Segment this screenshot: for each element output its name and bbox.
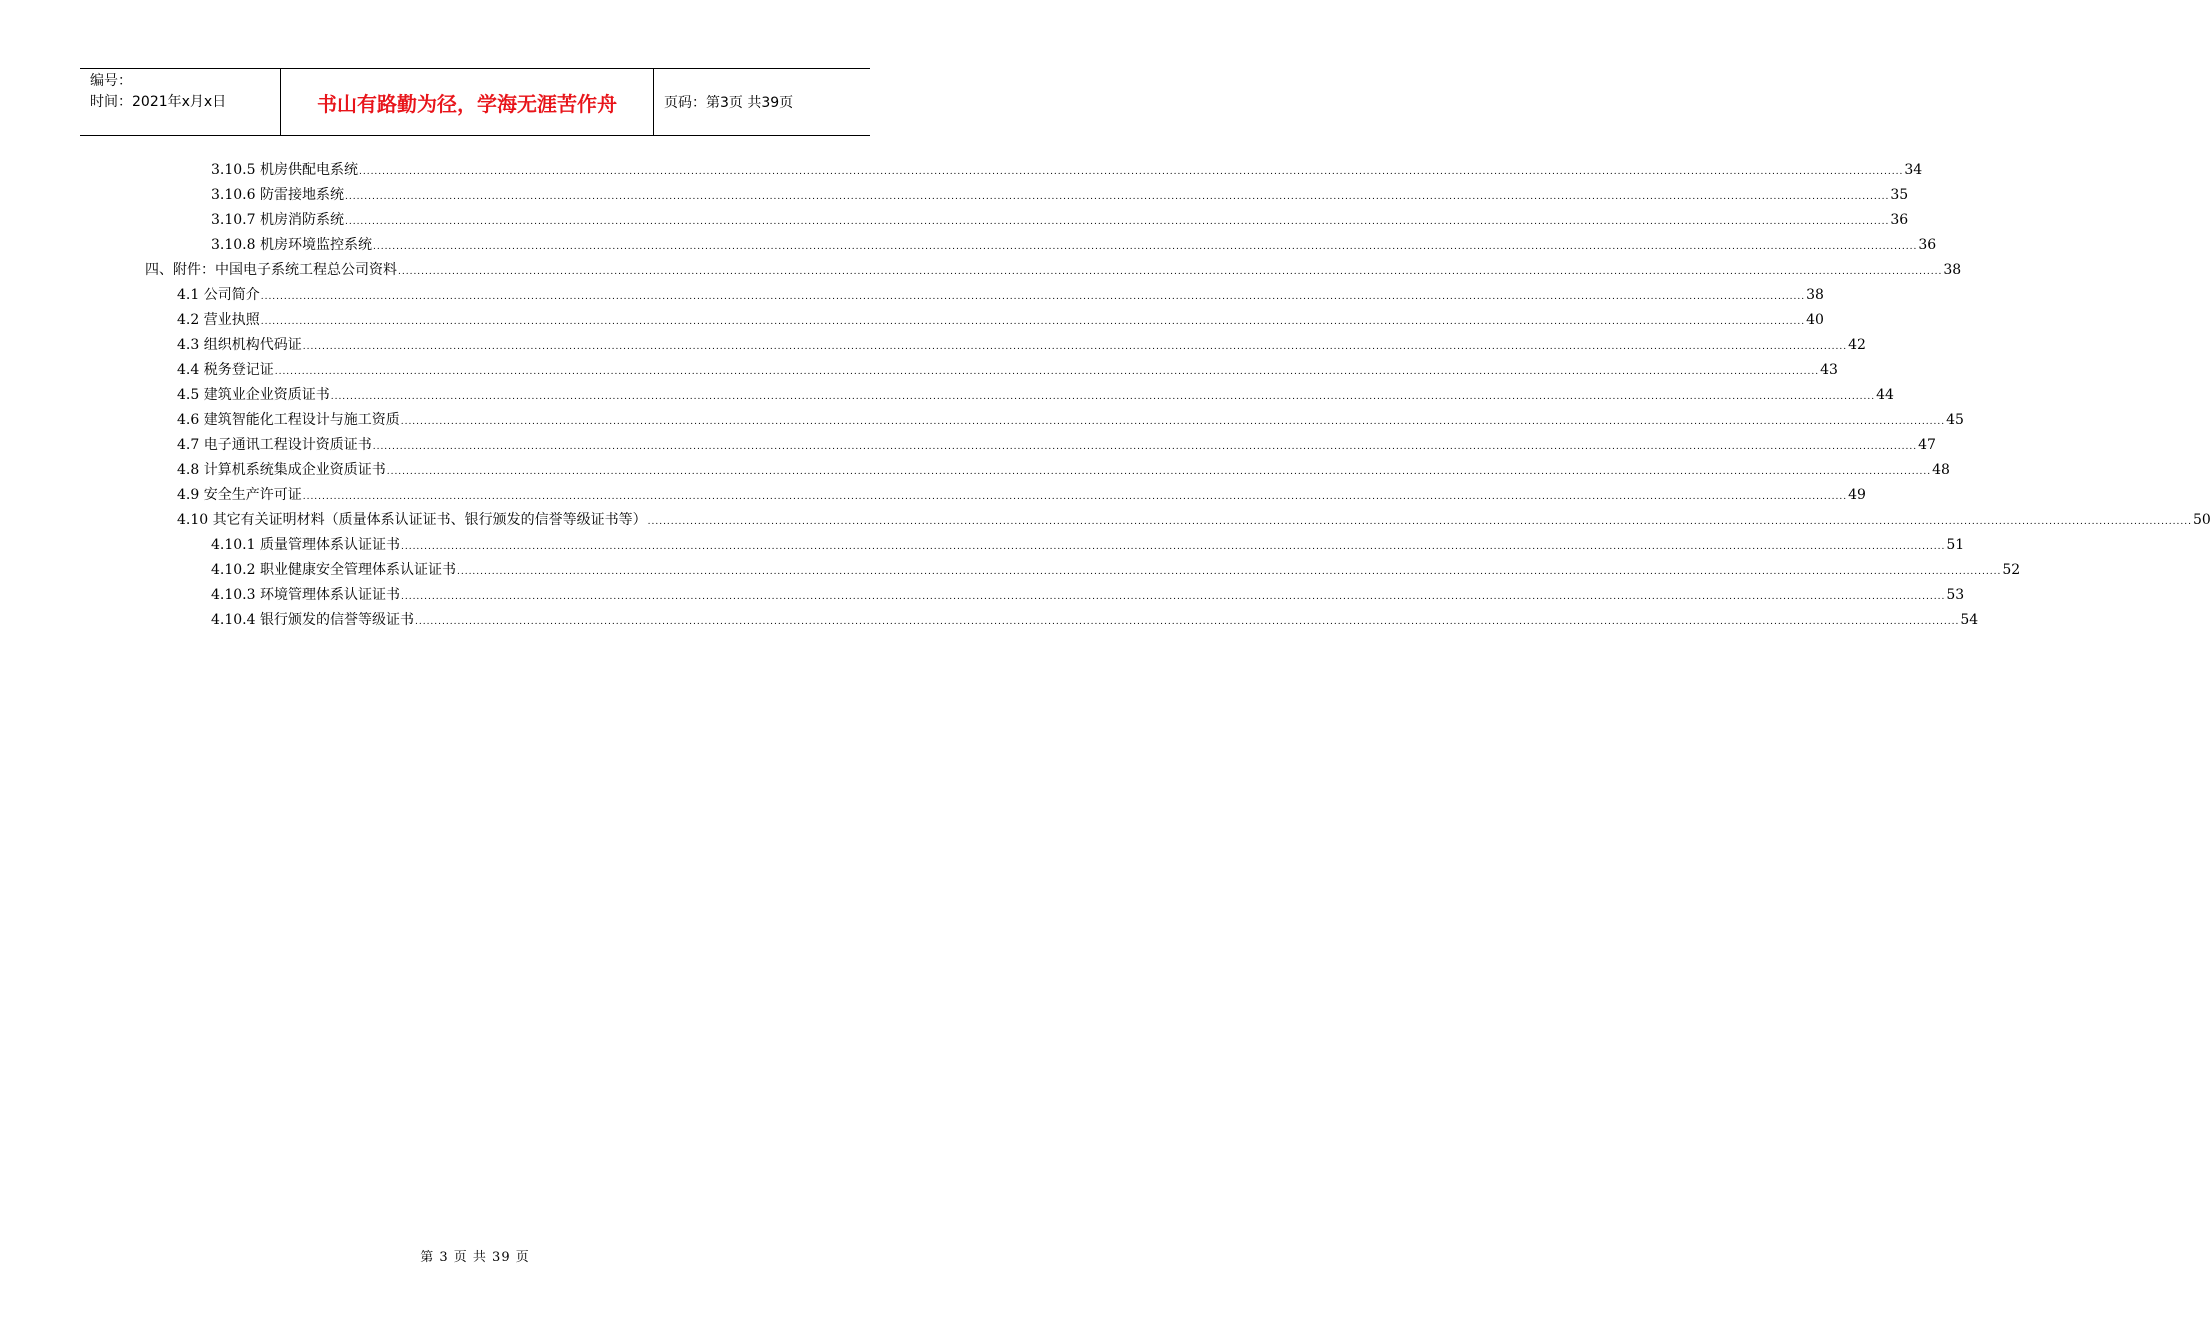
toc-entry-label: 4.10.1 质量管理体系认证证书 (211, 537, 400, 553)
toc-entry-label: 4.1 公司简介 (177, 287, 260, 303)
toc-entry[interactable] (177, 408, 1964, 433)
header-motto-cell (281, 69, 654, 135)
toc-entry-label: 4.4 税务登记证 (177, 362, 274, 378)
toc-entry[interactable] (177, 458, 1950, 483)
toc-leader-dots: ................................................................................................................................................................................................................................................................................................................................................................................................................ (302, 492, 1848, 502)
toc-leader-dots: ................................................................................................................................................................................................................................................................................................................................................................................................................ (344, 217, 1890, 227)
document-number-label: 编号： (90, 73, 132, 89)
toc-entry-label: 4.10.3 环境管理体系认证证书 (211, 587, 400, 603)
toc-leader-dots: ................................................................................................................................................................................................................................................................................................................................................................................................................ (330, 392, 1876, 402)
header-motto: 书山有路勤为径，学海无涯苦作舟 (317, 91, 617, 116)
toc-entry-label: 3.10.7 机房消防系统 (211, 212, 344, 228)
toc-entry-label: 4.7 电子通讯工程设计资质证书 (177, 437, 372, 453)
toc-leader-dots: ................................................................................................................................................................................................................................................................................................................................................................................................................ (372, 442, 1918, 452)
toc-entry-page: 49 (1848, 487, 1866, 503)
toc-leader-dots: ................................................................................................................................................................................................................................................................................................................................................................................................................ (372, 242, 1918, 252)
toc-entry-label: 4.10.2 职业健康安全管理体系认证证书 (211, 562, 456, 578)
toc-entry-page: 52 (2002, 562, 2021, 578)
toc-entry-page: 35 (1890, 187, 1909, 203)
toc-entry-label: 3.10.6 防雷接地系统 (211, 187, 344, 203)
toc-entry-label: 4.10 其它有关证明材料（质量体系认证证书、银行颁发的信誉等级证书等） (177, 512, 647, 528)
toc-entry-page: 43 (1820, 362, 1838, 378)
toc-entry-page: 36 (1890, 212, 1909, 228)
toc-entry-page: 40 (1806, 312, 1824, 328)
toc-leader-dots: ................................................................................................................................................................................................................................................................................................................................................................................................................ (400, 542, 1946, 552)
toc-entry-label: 4.10.4 银行颁发的信誉等级证书 (211, 612, 414, 628)
toc-entry[interactable] (211, 583, 1965, 608)
toc-entry-page: 42 (1848, 337, 1866, 353)
toc-entry[interactable] (177, 433, 1936, 458)
page-header (80, 68, 870, 136)
page-footer: 第 3 页 共 39 页 (420, 1250, 530, 1265)
toc-entry-page: 47 (1918, 437, 1936, 453)
toc-entry-page: 53 (1946, 587, 1965, 603)
toc-leader-dots: ................................................................................................................................................................................................................................................................................................................................................................................................................ (386, 467, 1932, 477)
toc-entry-label: 4.3 组织机构代码证 (177, 337, 302, 353)
toc-leader-dots: ................................................................................................................................................................................................................................................................................................................................................................................................................ (274, 367, 1820, 377)
header-page-info: 页码：第3页 共39页 (664, 95, 794, 111)
toc-entry[interactable] (177, 283, 1824, 308)
toc-leader-dots: ................................................................................................................................................................................................................................................................................................................................................................................................................ (344, 192, 1890, 202)
toc-entry-page: 36 (1918, 237, 1937, 253)
toc-entry[interactable] (211, 533, 1965, 558)
toc-entry-label: 4.6 建筑智能化工程设计与施工资质 (177, 412, 400, 428)
toc-entry[interactable] (177, 308, 1824, 333)
toc-entry[interactable] (145, 258, 1962, 283)
toc-entry-label: 4.2 营业执照 (177, 312, 260, 328)
toc-leader-dots: ................................................................................................................................................................................................................................................................................................................................................................................................................ (358, 167, 1904, 177)
toc-entry-label: 3.10.5 机房供配电系统 (211, 162, 358, 178)
toc-leader-dots: ................................................................................................................................................................................................................................................................................................................................................................................................................ (647, 517, 2192, 527)
toc-entry-label: 4.9 安全生产许可证 (177, 487, 302, 503)
toc-entry-label: 4.5 建筑业企业资质证书 (177, 387, 330, 403)
toc-entry[interactable] (211, 608, 1979, 633)
toc-entry[interactable] (177, 333, 1866, 358)
toc-entry[interactable] (177, 508, 2211, 533)
toc-entry[interactable] (211, 183, 1909, 208)
toc-entry-page: 38 (1806, 287, 1824, 303)
toc-entry-page: 50 (2192, 512, 2211, 528)
toc-entry[interactable] (211, 233, 1937, 258)
toc-entry[interactable] (177, 358, 1838, 383)
toc-entry[interactable] (211, 558, 2021, 583)
toc-entry-page: 44 (1876, 387, 1894, 403)
toc-entry-page: 54 (1960, 612, 1979, 628)
toc-leader-dots: ................................................................................................................................................................................................................................................................................................................................................................................................................ (302, 342, 1848, 352)
toc-entry[interactable] (211, 158, 1923, 183)
toc-entry[interactable] (177, 483, 1866, 508)
header-meta (80, 69, 281, 135)
toc-entry-page: 45 (1946, 412, 1964, 428)
document-time-label: 时间：2021年x月x日 (90, 94, 227, 110)
toc-entry-label: 四、附件：中国电子系统工程总公司资料 (145, 262, 397, 278)
toc-entry[interactable] (177, 383, 1894, 408)
toc-leader-dots: ................................................................................................................................................................................................................................................................................................................................................................................................................ (414, 617, 1960, 627)
toc-entry-page: 34 (1904, 162, 1923, 178)
toc-entry-page: 48 (1932, 462, 1950, 478)
toc-entry-page: 38 (1943, 262, 1962, 278)
toc-leader-dots: ................................................................................................................................................................................................................................................................................................................................................................................................................ (260, 292, 1806, 302)
toc-entry-page: 51 (1946, 537, 1965, 553)
toc-entry[interactable] (211, 208, 1909, 233)
toc-leader-dots: ................................................................................................................................................................................................................................................................................................................................................................................................................ (400, 417, 1946, 427)
toc-entry-label: 4.8 计算机系统集成企业资质证书 (177, 462, 386, 478)
toc-leader-dots: ................................................................................................................................................................................................................................................................................................................................................................................................................ (398, 267, 1943, 277)
toc-leader-dots: ................................................................................................................................................................................................................................................................................................................................................................................................................ (260, 317, 1806, 327)
toc-leader-dots: ................................................................................................................................................................................................................................................................................................................................................................................................................ (456, 567, 2002, 577)
toc-leader-dots: ................................................................................................................................................................................................................................................................................................................................................................................................................ (400, 592, 1946, 602)
toc-entry-label: 3.10.8 机房环境监控系统 (211, 237, 372, 253)
